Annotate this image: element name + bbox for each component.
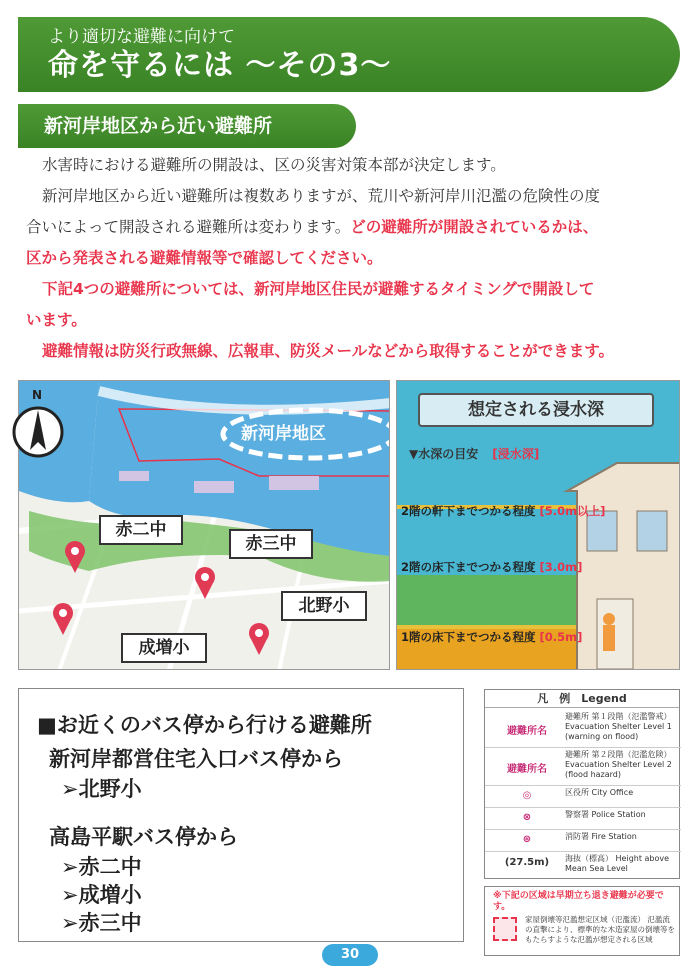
legend-row-6: [485, 852, 681, 876]
bus-stop-2-dest-1: ➢赤二中: [61, 855, 142, 879]
paragraph-2: [26, 181, 688, 212]
legend-row-4: [485, 808, 681, 830]
legend-row-5: [485, 830, 681, 852]
paragraph-3-line-1: 下記4つの避難所については、新河岸地区住民が避難するタイミングで開設して: [42, 280, 595, 298]
depth-row-2: [401, 559, 582, 575]
depth-row-3-label: 1階の床下までつかる程度: [401, 630, 536, 644]
legend-row-1: [485, 710, 681, 748]
bus-stop-2: 高島平駅バス停から: [49, 825, 238, 849]
map-graphic: [19, 381, 390, 670]
bus-stop-1: 新河岸都営住宅入口バス停から: [49, 747, 343, 771]
north-compass: [10, 388, 66, 466]
legend-text-6: 海抜（標高） Height above Mean Sea Level: [565, 854, 670, 873]
area-map: [18, 380, 390, 670]
legend-title: 凡 例 Legend: [485, 690, 679, 708]
map-label-narimasu: 成増小: [121, 633, 207, 663]
legend-text-2: 避難所 第２段階（氾濫危険） Evacuation Shelter Level 2 (flood hazard): [565, 750, 672, 779]
map-label-kitano: 北野小: [281, 591, 367, 621]
depth-row-2-value: [3.0m]: [539, 560, 583, 574]
depth-title: 想定される浸水深: [418, 393, 654, 427]
depth-row-3-value: [0.5m]: [539, 630, 583, 644]
paragraph-2-emphasis: どの避難所が開設されているかは、: [350, 218, 599, 236]
depth-guide-tag: [浸水深]: [492, 447, 540, 461]
legend-sym-3: ◎: [522, 790, 532, 801]
bus-stop-1-dest-1: ➢北野小: [61, 777, 142, 801]
legend-row-3: [485, 786, 681, 808]
paragraph-1: [26, 150, 688, 181]
legend-sym-4: ⊗: [522, 812, 532, 823]
nearby-shelters-box: [18, 688, 464, 942]
depth-row-1: [401, 503, 605, 519]
map-legend: [484, 689, 680, 879]
legend-sym-1: 避難所名: [507, 726, 547, 737]
header-banner: [18, 17, 680, 92]
depth-guide-label: ▼水深の目安: [409, 447, 479, 461]
header-title: 命を守るには ～その3～: [48, 48, 392, 83]
depth-row-1-value: [5.0m以上]: [539, 504, 606, 518]
paragraph-2-emphasis-line: 区から発表される避難情報等で確認してください。: [26, 249, 383, 267]
paragraph-4: 避難情報は防災行政無線、広報車、防災メールなどから取得することができます。: [42, 342, 614, 360]
legend-text-5: 消防署 Fire Station: [565, 832, 637, 841]
paragraph-2-cont: [26, 212, 688, 243]
page-number: 30: [322, 944, 378, 966]
shelter-box-title: ■お近くのバス停から行ける避難所: [37, 713, 372, 737]
depth-guide: [409, 445, 539, 462]
map-label-akani: 赤二中: [99, 515, 183, 545]
legend-text-1: 避難所 第１段階（氾濫警戒） Evacuation Shelter Level 1 (warning on flood): [565, 712, 672, 741]
warning-text: 家屋倒壊等氾濫想定区域（氾濫流） 氾濫流の直撃により、標準的な木造家屋の倒壊等をもたらすような氾濫が想定される区域: [525, 915, 675, 944]
section-title: 新河岸地区から近い避難所: [18, 104, 356, 148]
header-subtitle: より適切な避難に向けて: [48, 27, 235, 47]
legend-sym-6: (27.5m): [504, 857, 550, 868]
legend-sym-2: 避難所名: [507, 764, 547, 775]
legend-text-4: 警察署 Police Station: [565, 810, 646, 819]
depth-row-3: [401, 629, 582, 645]
paragraph-1-text: 水害時における避難所の開設は、区の災害対策本部が決定します。: [42, 156, 506, 174]
legend-row-2: [485, 748, 681, 786]
flood-depth-panel: [396, 380, 680, 670]
bus-stop-2-dest-2: ➢成増小: [61, 883, 142, 907]
paragraph-3-line-2: います。: [26, 311, 87, 329]
depth-row-2-label: 2階の床下までつかる程度: [401, 560, 536, 574]
legend-text-3: 区役所 City Office: [565, 788, 634, 797]
compass-icon: [10, 402, 66, 464]
paragraph-2-line-1: 新河岸地区から近い避難所は複数ありますが、荒川や新河岸川氾濫の危険性の度: [42, 187, 601, 205]
paragraph-2-line-2: 合いによって開設される避難所は変わります。: [26, 218, 351, 236]
depth-row-1-label: 2階の軒下までつかる程度: [401, 504, 536, 518]
legend-sym-5: ⊛: [522, 834, 532, 845]
north-letter: N: [32, 388, 43, 402]
bus-stop-2-dest-3: ➢赤三中: [61, 911, 142, 935]
map-label-akasan: 赤三中: [229, 529, 313, 559]
flood-zone-icon: [493, 917, 517, 941]
district-label: 新河岸地区: [241, 424, 326, 444]
evacuation-warning-box: [484, 886, 680, 956]
warning-title: ※下記の区域は早期立ち退き避難が必要です。: [493, 891, 664, 912]
